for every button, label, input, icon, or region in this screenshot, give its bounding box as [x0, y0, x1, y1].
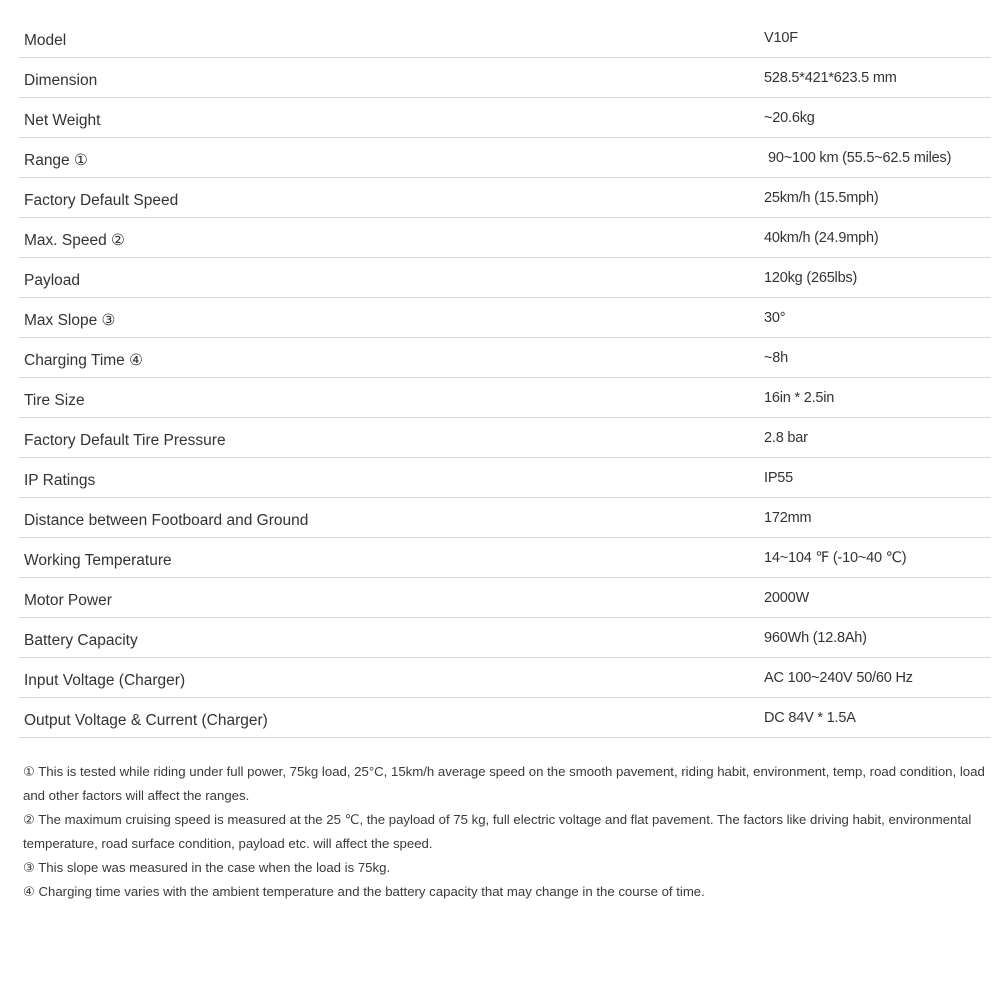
spec-value: V10F [764, 30, 798, 46]
spec-value: IP55 [764, 470, 794, 486]
spec-row-ip-ratings [19, 458, 991, 498]
spec-label: Max. Speed ② [24, 232, 125, 249]
spec-label: Charging Time ④ [24, 352, 143, 369]
spec-row-charging-time [19, 338, 991, 378]
spec-label: Tire Size [24, 392, 85, 409]
footnotes [23, 760, 993, 904]
spec-value: 2000W [764, 590, 809, 606]
spec-value: 172mm [764, 510, 812, 526]
spec-label: Range ① [24, 152, 88, 169]
spec-value: 2.8 bar [764, 430, 808, 446]
spec-label: Factory Default Tire Pressure [24, 432, 226, 449]
spec-row-working-temperature [19, 538, 991, 578]
spec-value: 25km/h (15.5mph) [764, 190, 879, 206]
spec-label: Net Weight [24, 112, 101, 129]
spec-label: Battery Capacity [24, 632, 138, 649]
spec-row-tire-size [19, 378, 991, 418]
spec-label: Max Slope ③ [24, 312, 116, 329]
spec-table [19, 18, 991, 738]
spec-label: Model [24, 32, 67, 49]
spec-value: 30° [764, 310, 786, 326]
spec-value: ~20.6kg [764, 110, 815, 126]
spec-row-range [19, 138, 991, 178]
footnote-max-slope: ③ This slope was measured in the case when the load is 75kg. [23, 860, 391, 875]
spec-value: DC 84V * 1.5A [764, 710, 856, 726]
spec-value: ~8h [764, 350, 788, 366]
spec-value: 16in * 2.5in [764, 390, 835, 406]
spec-value: 120kg (265lbs) [764, 270, 858, 286]
spec-row-battery-capacity [19, 618, 991, 658]
spec-row-motor-power [19, 578, 991, 618]
spec-row-factory-default-speed [19, 178, 991, 218]
spec-row-model [19, 18, 991, 58]
spec-value: 960Wh (12.8Ah) [764, 630, 867, 646]
spec-row-output-voltage [19, 698, 991, 738]
spec-label: Motor Power [24, 592, 112, 609]
spec-label: Output Voltage & Current (Charger) [24, 712, 268, 729]
spec-label: Working Temperature [24, 552, 172, 569]
spec-label: Factory Default Speed [24, 192, 179, 209]
spec-row-tire-pressure [19, 418, 991, 458]
spec-row-payload [19, 258, 991, 298]
spec-label: IP Ratings [24, 472, 96, 489]
spec-row-max-slope [19, 298, 991, 338]
spec-label: Dimension [24, 72, 98, 89]
spec-row-input-voltage [19, 658, 991, 698]
footnote-range: ① This is tested while riding under full power, 75kg load, 25°C, 15km/h average speed on the smooth pavement, riding habit, environment, temp, road condition, load and other factors will affect the ranges. [23, 764, 985, 803]
spec-value: AC 100~240V 50/60 Hz [764, 670, 913, 686]
spec-value: 40km/h (24.9mph) [764, 230, 879, 246]
spec-row-net-weight [19, 98, 991, 138]
spec-label: Payload [24, 272, 81, 289]
spec-value: 90~100 km (55.5~62.5 miles) [768, 150, 952, 166]
footnote-max-speed: ② The maximum cruising speed is measured at the 25 ℃, the payload of 75 kg, full electric voltage and flat pavement. The factors like driving habit, environmental temperature, road surface condition, payload etc. will affect the speed. [23, 812, 972, 851]
footnote-charging-time: ④ Charging time varies with the ambient temperature and the battery capacity that may change in the course of time. [23, 884, 705, 899]
spec-row-max-speed [19, 218, 991, 258]
spec-label: Input Voltage (Charger) [24, 672, 186, 689]
spec-row-ground-clearance [19, 498, 991, 538]
spec-label: Distance between Footboard and Ground [24, 512, 309, 529]
spec-value: 14~104 ℉ (-10~40 ℃) [764, 550, 907, 566]
spec-value: 528.5*421*623.5 mm [764, 70, 897, 86]
spec-row-dimension [19, 58, 991, 98]
